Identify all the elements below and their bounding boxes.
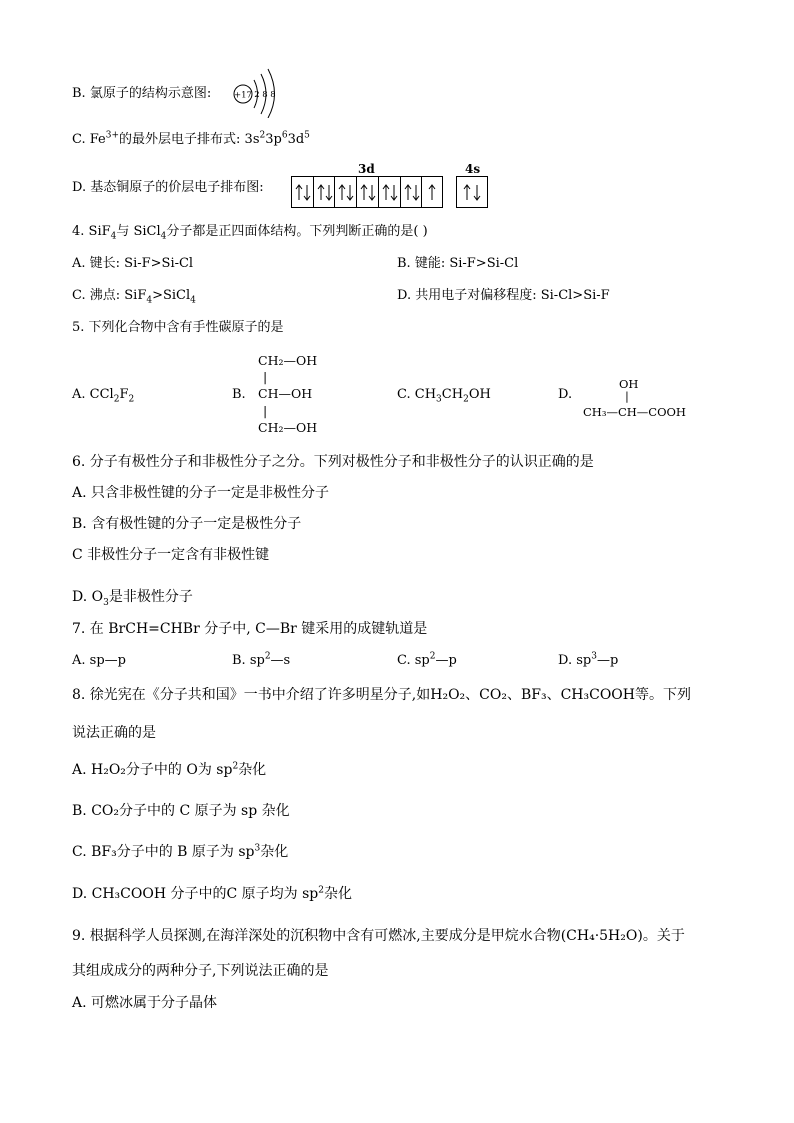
orbital-box <box>292 177 314 207</box>
chlorine-atom-diagram <box>230 66 282 118</box>
orbital-box <box>335 177 357 207</box>
orbital-boxes-4s <box>456 176 488 208</box>
orbital-label-3d: 3d <box>358 162 375 176</box>
q4-option-d: D. 共用电子对偏移程度: Si-Cl>Si-F <box>397 288 610 303</box>
glycerol-bond-2: | <box>263 403 268 418</box>
q6-option-a: A. 只含非极性键的分子一定是非极性分子 <box>72 485 330 501</box>
orbital-label-4s: 4s <box>465 162 481 176</box>
lactic-acid-bond: | <box>625 389 629 403</box>
q7-option-a: A. sp—p <box>72 653 126 668</box>
glycerol-line-3: CH₂—OH <box>258 420 318 435</box>
q3-option-c: C. $Fe^{3+}$的最外层电子排布式: $3s^23p^63d^5$ <box>72 130 310 147</box>
q4-option-c: C. 沸点: SiF$_4$>SiCl$_4$ <box>72 288 196 306</box>
orbital-box <box>379 177 401 207</box>
q4-option-b: B. 键能: Si-F>Si-Cl <box>397 256 519 271</box>
orbital-box <box>314 177 336 207</box>
q3-option-b: B. 氯原子的结构示意图: <box>72 86 212 101</box>
q6-option-c: C 非极性分子一定含有非极性键 <box>72 547 270 563</box>
q9-stem-line-2: 其组成成分的两种分子,下列说法正确的是 <box>72 963 329 979</box>
q8-option-b: B. CO₂分子中的 C 原子为 sp 杂化 <box>72 803 290 819</box>
orbital-box <box>357 177 379 207</box>
q9-option-a: A. 可燃冰属于分子晶体 <box>72 995 218 1011</box>
q8-option-c: C. BF₃分子中的 B 原子为 $sp^3$杂化 <box>72 843 289 860</box>
shell-2-count: 8 <box>262 90 268 100</box>
q4-option-a: A. 键长: Si-F>Si-Cl <box>72 256 194 271</box>
q8-option-a: A. H₂O₂分子中的 O为 $sp^2$杂化 <box>72 761 267 778</box>
q5-option-c: C. $CH_3CH_2OH$ <box>397 387 491 405</box>
q5-option-a: A. $CCl_2F_2$ <box>72 387 135 405</box>
orbital-boxes-3d <box>291 176 443 208</box>
q8-stem-line-1: 8. 徐光宪在《分子共和国》一书中介绍了许多明星分子,如H₂O₂、CO₂、BF₃、CH₃COOH等。下列 <box>72 687 691 703</box>
glycerol-line-2: CH—OH <box>258 386 313 401</box>
shell-3-count: 8 <box>270 90 276 100</box>
q7-option-c: C. $sp^2—p$ <box>397 651 457 668</box>
q6-option-b: B. 含有极性键的分子一定是极性分子 <box>72 516 302 532</box>
glycerol-line-1: CH₂—OH <box>258 353 318 368</box>
q7-stem: 7. 在 BrCH=CHBr 分子中, C—Br 键采用的成键轨道是 <box>72 621 428 637</box>
nucleus-label: +17 <box>234 90 252 101</box>
q8-option-d: D. CH₃COOH 分子中的C 原子均为 $sp^2$杂化 <box>72 885 352 902</box>
q4-stem: 4. SiF$_4$与 SiCl$_4$分子都是正四面体结构。下列判断正确的是( ) <box>72 224 428 242</box>
lactic-acid-chain: CH₃—CH—COOH <box>583 405 686 419</box>
orbital-box <box>422 177 442 207</box>
glycerol-bond-1: | <box>263 369 268 384</box>
shell-1-count: 2 <box>254 90 260 100</box>
q6-option-d: D. $O_3$是非极性分子 <box>72 589 193 608</box>
q5-option-b-label: B. <box>232 387 246 402</box>
q5-stem: 5. 下列化合物中含有手性碳原子的是 <box>72 320 284 335</box>
q9-stem-line-1: 9. 根据科学人员探测,在海洋深处的沉积物中含有可燃冰,主要成分是甲烷水合物(CH₄·5H₂O)。关于 <box>72 928 685 944</box>
q6-stem: 6. 分子有极性分子和非极性分子之分。下列对极性分子和非极性分子的认识正确的是 <box>72 454 594 470</box>
orbital-box <box>457 177 487 207</box>
q7-option-b: B. $sp^2—s$ <box>232 651 291 668</box>
q8-stem-line-2: 说法正确的是 <box>72 725 156 741</box>
lactic-acid-oh: OH <box>619 377 639 391</box>
orbital-box <box>401 177 423 207</box>
q5-option-d-label: D. <box>558 387 573 402</box>
q3-option-d: D. 基态铜原子的价层电子排布图: <box>72 180 264 195</box>
q7-option-d: D. $sp^3—p$ <box>558 651 619 668</box>
